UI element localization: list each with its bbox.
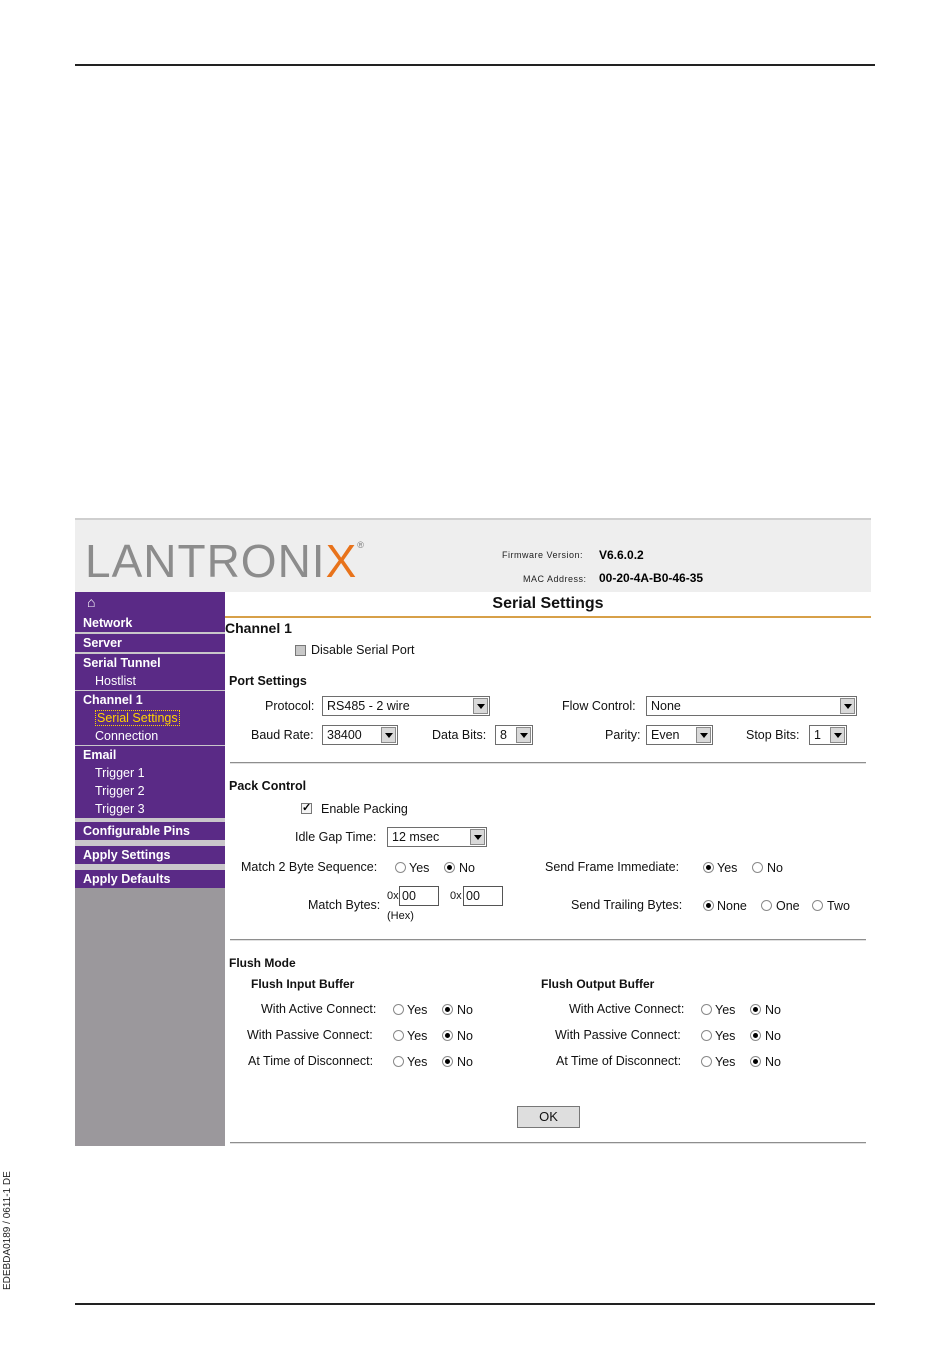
output-passive-yes-radio[interactable] [701,1030,712,1041]
output-active-yes-label: Yes [715,1003,736,1017]
input-active-label: With Active Connect: [261,1002,377,1016]
protocol-label: Protocol: [265,699,315,713]
output-active-no-label: No [765,1003,781,1017]
output-disconnect-label: At Time of Disconnect: [556,1054,682,1068]
output-disconnect-no-label: No [765,1055,781,1069]
title-rule [225,616,871,618]
sidebar [75,592,225,1146]
chevron-down-icon[interactable] [696,727,711,743]
apply-defaults-link[interactable]: Apply Defaults [75,870,225,888]
input-passive-yes-label: Yes [407,1029,428,1043]
input-passive-no-label: No [457,1029,473,1043]
send-frame-yes-label: Yes [717,861,738,875]
sidebar-item-trigger-2[interactable]: Trigger 2 [75,782,225,800]
data-bits-select[interactable]: 8 [495,725,533,745]
chevron-down-icon[interactable] [516,727,531,743]
sidebar-item-configurable-pins[interactable]: Configurable Pins [75,822,225,840]
web-config-screenshot [75,518,871,1146]
output-active-no-radio[interactable] [750,1004,761,1015]
hex-prefix: 0x [387,890,399,902]
input-disconnect-yes-label: Yes [407,1055,428,1069]
output-passive-no-label: No [765,1029,781,1043]
input-passive-no-radio[interactable] [442,1030,453,1041]
match-sequence-no-label: No [459,861,475,875]
ok-button[interactable]: OK [517,1106,580,1128]
section-divider [230,939,866,941]
banner [75,518,871,592]
bottom-divider [230,1142,866,1144]
match-byte-1-input[interactable]: 00 [399,886,439,906]
sidebar-item-trigger-3[interactable]: Trigger 3 [75,800,225,818]
stop-bits-select[interactable]: 1 [809,725,847,745]
output-passive-no-radio[interactable] [750,1030,761,1041]
chevron-down-icon[interactable] [840,698,855,714]
mac-value: 00-20-4A-B0-46-35 [599,571,704,585]
hex-prefix: 0x [450,890,462,902]
sidebar-item-network[interactable]: Network [75,614,225,632]
input-passive-yes-radio[interactable] [393,1030,404,1041]
home-icon[interactable]: ⌂ [87,594,96,610]
send-frame-yes-radio[interactable] [703,862,714,873]
sidebar-item-hostlist[interactable]: Hostlist [75,672,225,690]
document-id: EDEBDA0189 / 0611-1 DE [2,1171,13,1290]
baud-rate-label: Baud Rate: [251,728,314,742]
mac-label: MAC Address: [523,574,587,584]
trailing-bytes-label: Send Trailing Bytes: [571,898,683,912]
firmware-value: V6.6.0.2 [599,548,644,562]
output-active-yes-radio[interactable] [701,1004,712,1015]
protocol-select[interactable]: RS485 - 2 wire [322,696,490,716]
send-frame-label: Send Frame Immediate: [545,860,680,874]
data-bits-label: Data Bits: [432,728,487,742]
enable-packing-checkbox[interactable] [301,803,312,814]
main-content [225,592,871,1146]
chevron-down-icon[interactable] [381,727,396,743]
sidebar-item-serial-tunnel[interactable]: Serial Tunnel [75,654,225,672]
sidebar-item-trigger-1[interactable]: Trigger 1 [75,764,225,782]
hex-note: (Hex) [387,910,414,922]
lantronix-logo: LANTRONIX® [85,535,365,587]
sidebar-item-server[interactable]: Server [75,634,225,652]
parity-select[interactable]: Even [646,725,713,745]
flow-control-select[interactable]: None [646,696,857,716]
sidebar-item-connection[interactable]: Connection [75,727,225,745]
output-disconnect-yes-label: Yes [715,1055,736,1069]
disable-serial-port-label: Disable Serial Port [311,643,415,657]
disable-serial-port-checkbox[interactable] [295,645,306,656]
match-sequence-yes-radio[interactable] [395,862,406,873]
match-sequence-label: Match 2 Byte Sequence: [241,860,378,874]
firmware-label: Firmware Version: [502,550,584,560]
send-frame-no-label: No [767,861,783,875]
trailing-two-label: Two [827,899,850,913]
trailing-none-label: None [717,899,747,913]
input-disconnect-no-label: No [457,1055,473,1069]
flush-input-heading: Flush Input Buffer [251,977,355,991]
input-active-no-label: No [457,1003,473,1017]
output-passive-label: With Passive Connect: [555,1028,681,1042]
input-active-no-radio[interactable] [442,1004,453,1015]
idle-gap-label: Idle Gap Time: [295,830,377,844]
parity-label: Parity: [605,728,641,742]
input-disconnect-no-radio[interactable] [442,1056,453,1067]
trailing-two-radio[interactable] [812,900,823,911]
port-settings-heading: Port Settings [229,674,307,688]
page-top-rule [75,64,875,66]
trailing-none-radio[interactable] [703,900,714,911]
sidebar-item-email[interactable]: Email [75,746,225,764]
section-divider [230,762,866,764]
channel-title: Channel 1 [225,620,292,636]
page-bottom-rule [75,1303,875,1305]
chevron-down-icon[interactable] [470,829,485,845]
idle-gap-select[interactable]: 12 msec [387,827,487,847]
apply-settings-link[interactable]: Apply Settings [75,846,225,864]
chevron-down-icon[interactable] [473,698,488,714]
input-passive-label: With Passive Connect: [247,1028,373,1042]
match-sequence-no-radio[interactable] [444,862,455,873]
output-active-label: With Active Connect: [569,1002,685,1016]
stop-bits-label: Stop Bits: [746,728,800,742]
match-bytes-label: Match Bytes: [308,898,381,912]
pack-control-heading: Pack Control [229,779,307,793]
home-link[interactable] [75,592,225,614]
input-active-yes-radio[interactable] [393,1004,404,1015]
output-disconnect-no-radio[interactable] [750,1056,761,1067]
output-passive-yes-label: Yes [715,1029,736,1043]
send-frame-no-radio[interactable] [752,862,763,873]
sidebar-item-channel-1[interactable]: Channel 1 [75,691,225,709]
match-byte-2-input[interactable]: 00 [463,886,503,906]
flush-output-heading: Flush Output Buffer [541,977,655,991]
trailing-one-label: One [776,899,800,913]
output-disconnect-yes-radio[interactable] [701,1056,712,1067]
input-disconnect-yes-radio[interactable] [393,1056,404,1067]
flush-mode-heading: Flush Mode [229,956,296,970]
match-sequence-yes-label: Yes [409,861,430,875]
chevron-down-icon[interactable] [830,727,845,743]
sidebar-item-serial-settings[interactable]: Serial Settings [75,709,225,727]
trailing-one-radio[interactable] [761,900,772,911]
baud-rate-select[interactable]: 38400 [322,725,398,745]
flow-control-label: Flow Control: [562,699,636,713]
input-disconnect-label: At Time of Disconnect: [248,1054,374,1068]
enable-packing-label: Enable Packing [321,802,408,816]
page-title: Serial Settings [492,595,604,612]
input-active-yes-label: Yes [407,1003,428,1017]
